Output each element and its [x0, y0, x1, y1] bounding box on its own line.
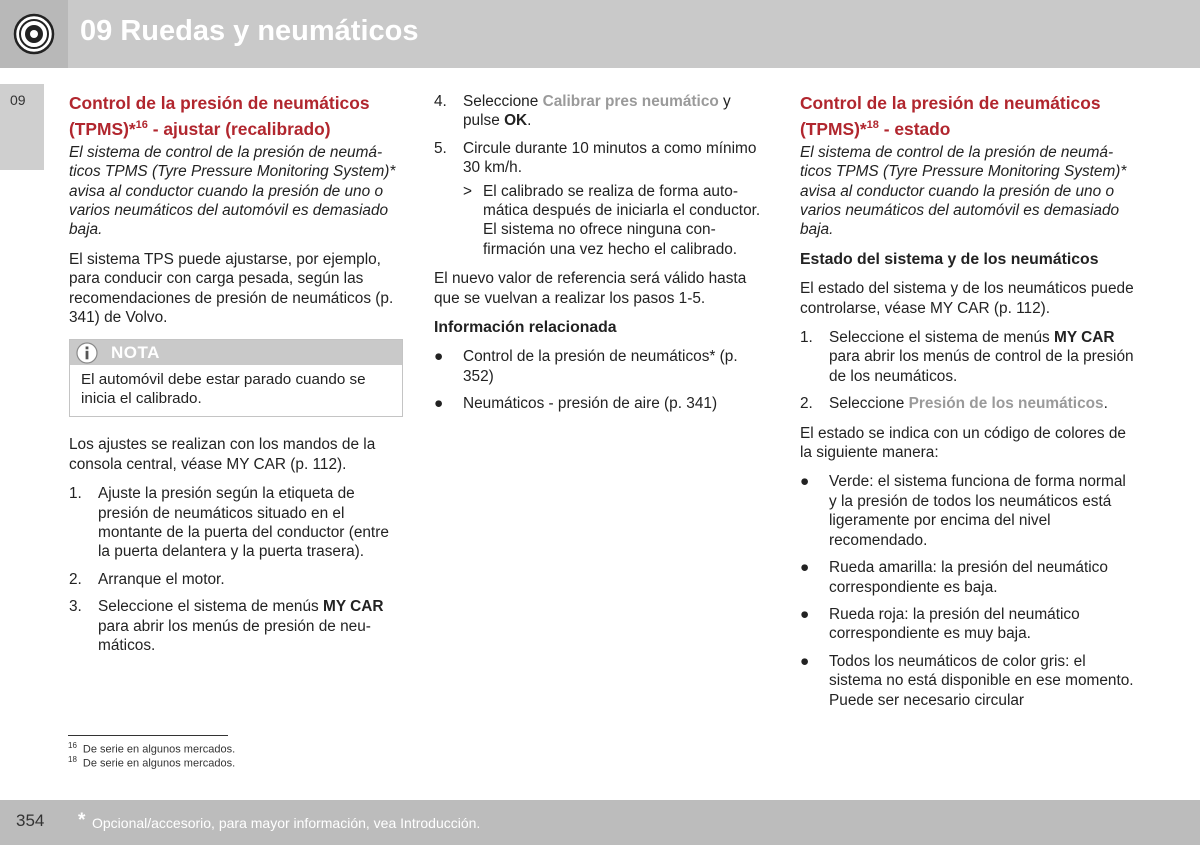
- optional-star: *: [78, 810, 86, 831]
- list-item: 3. Seleccione el sistema de menús MY CAR para abrir los menús de presión de neumáticos.: [69, 598, 384, 655]
- paragraph: El nuevo valor de referencia será válido hasta que se vuelvan a realizar los pasos 1-5.: [434, 270, 747, 307]
- tire-icon: [0, 0, 68, 68]
- related-link[interactable]: ● Control de la presión de neumáticos* (p. 352): [434, 348, 738, 385]
- related-links-list: [434, 347, 769, 413]
- steps-list: [69, 484, 403, 655]
- menu-option-tire-pressure: Presión de los neumáticos: [908, 395, 1104, 413]
- list-item: 4. Seleccione Calibrar pres neumático y pulse OK.: [434, 93, 731, 130]
- paragraph: Los ajustes se realizan con los mandos de la consola central, véase MY CAR (p. 112).: [69, 436, 376, 473]
- info-icon: [76, 342, 98, 364]
- section-heading-recalibrate: Control de la presión de neumáticos (TPMS)*$^{16}$ - ajustar (recalibrado): [69, 93, 370, 139]
- side-tab-label: 09: [10, 92, 26, 108]
- section-intro: El sistema de control de la presión de neumáticos TPMS (Tyre Pressure Monitoring System)* avisa al conductor cuando la presión de uno o varios neumáticos del automóvil es demasiado baja.: [69, 143, 396, 239]
- paragraph: El estado se indica con un código de colores de la siguiente manera:: [800, 424, 1126, 462]
- footer-text: Opcional/accesorio, para mayor información, vea Introducción.: [92, 815, 481, 831]
- section-heading-status: Control de la presión de neumáticos (TPMS)*$^{18}$ - estado: [800, 93, 1101, 139]
- list-item: ● Todos los neumáticos de color gris: el sistema no está disponible en ese momento. Puede ser necesario circular: [800, 652, 1134, 709]
- column-2: [434, 92, 769, 424]
- footnote-divider: [68, 735, 228, 736]
- footer-bar: [68, 800, 1200, 845]
- chapter-side-tab[interactable]: [0, 84, 44, 170]
- list-item: 1. Ajuste la presión según la etiqueta de presión de neumáticos situado en el montante de la puerta del conductor (entre la puerta delantera y la puerta trasera).: [69, 485, 389, 561]
- sub-heading-status: Estado del sistema y de los neumáticos: [800, 250, 1099, 268]
- page-number-box: [0, 800, 68, 845]
- note-header: [70, 340, 402, 365]
- chapter-header: [0, 0, 1200, 68]
- note-box: [69, 339, 403, 417]
- note-body: El automóvil debe estar parado cuando se inicia el calibrado.: [81, 371, 366, 407]
- note-title: NOTA: [111, 343, 160, 363]
- chapter-title: 09 Ruedas y neumáticos: [80, 15, 419, 47]
- status-color-list: [800, 472, 1135, 709]
- steps-list-continued: [434, 92, 769, 259]
- column-3: [800, 92, 1135, 720]
- menu-option-calibrate: Calibrar pres neumático: [542, 93, 719, 110]
- list-item: ● Verde: el sistema funciona de forma normal y la presión de todos los neumáticos está ligeramente por encima del nivel recomendado.: [800, 473, 1126, 549]
- list-item: 2. Seleccione Presión de los neumáticos.: [800, 395, 1108, 413]
- related-info-heading: Información relacionada: [434, 319, 617, 337]
- list-item: 2. Arranque el motor.: [69, 570, 225, 588]
- section-intro: El sistema de control de la presión de neumáticos TPMS (Tyre Pressure Monitoring System)* avisa al conductor cuando la presión de uno o varios neumáticos del automóvil es demasiado baja.: [800, 143, 1127, 239]
- footnote: $^{16}$ De serie en algunos mercados.: [68, 741, 236, 756]
- step-result: > El calibrado se realiza de forma automática después de iniciarla el conductor. El sistema no ofrece ninguna confirmación una vez hecho el calibrado.: [463, 182, 761, 258]
- page-number: 354: [16, 811, 45, 830]
- steps-list: [800, 328, 1135, 414]
- list-item: ● Rueda amarilla: la presión del neumático correspondiente es baja.: [800, 559, 1108, 596]
- column-1: [69, 92, 403, 666]
- list-item: ● Rueda roja: la presión del neumático correspondiente es muy baja.: [800, 605, 1080, 643]
- list-item: 1. Seleccione el sistema de menús MY CAR para abrir los menús de control de la presión de los neumáticos.: [800, 329, 1134, 385]
- list-item: 5. Circule durante 10 minutos a como mínimo 30 km/h. > El calibrado se realiza de forma automática después de iniciarla el conductor. El sistema no ofrece ninguna confirmación una vez hecho el calibrado.: [434, 139, 769, 259]
- paragraph: El sistema TPS puede ajustarse, por ejemplo, para conducir con carga pesada, según las recomendaciones de presión de neumáticos (p. 341) de Volvo.: [69, 250, 394, 327]
- paragraph: El estado del sistema y de los neumáticos puede controlarse, véase MY CAR (p. 112).: [800, 280, 1134, 317]
- related-link[interactable]: ● Neumáticos - presión de aire (p. 341): [434, 395, 718, 413]
- chapter-icon-box: [0, 0, 68, 68]
- footnote: $^{18}$ De serie en algunos mercados.: [68, 755, 236, 770]
